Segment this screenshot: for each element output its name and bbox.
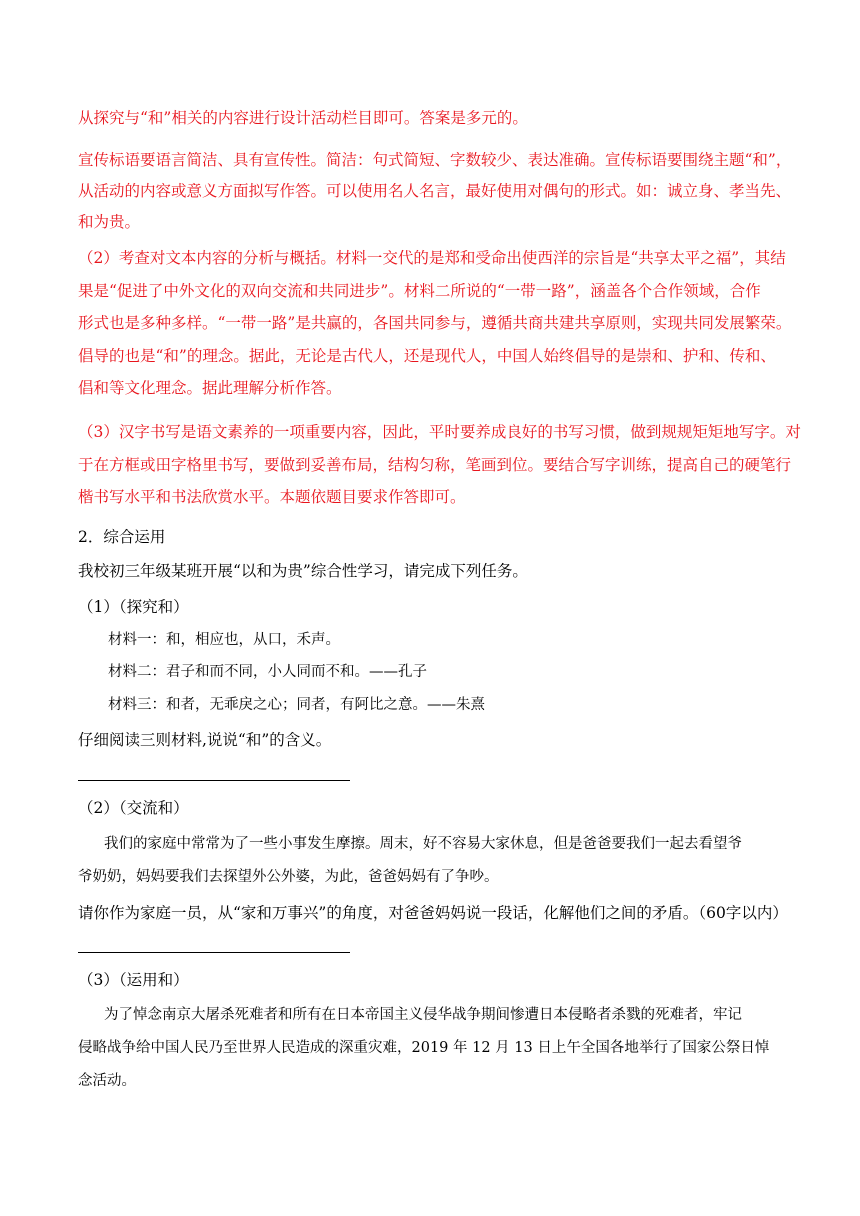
part3-text-line: 为了悼念南京大屠杀死难者和所有在日本帝国主义侵华战争期间惨遭日本侵略者杀戮的死难者，牢记 [104, 1007, 742, 1023]
answer-part2-line: 果是“促进了中外文化的双向交流和共同进步”。材料二所说的“一带一路”，涵盖各个合作领域，合作 [78, 282, 761, 300]
part3-text-line: 念活动。 [78, 1073, 136, 1089]
answer-part3-line: 楷书写水平和书法欣赏水平。本题依题目要求作答即可。 [78, 488, 466, 506]
part1-label: （1）（探究和） [78, 598, 189, 616]
part1-prompt: 仔细阅读三则材料,说说“和”的含义。 [78, 731, 332, 749]
answer-slogan-line: 从活动的内容或意义方面拟写作答。可以使用名人名言，最好使用对偶句的形式。如：诚立身、孝当先、 [78, 182, 792, 200]
answer-slogan-line: 和为贵。 [78, 213, 141, 231]
part2-scenario-line: 我们的家庭中常常为了一些小事发生摩擦。周末，好不容易大家休息，但是爸爸要我们一起去看望爷 [104, 836, 742, 852]
answer-part2-line: 倡导的也是“和”的理念。据此，无论是古代人，还是现代人，中国人始终倡导的是崇和、护和、传和、 [78, 347, 776, 365]
answer-paragraph-1: 从探究与“和”相关的内容进行设计活动栏目即可。答案是多元的。 [78, 109, 528, 127]
material-2: 材料二：君子和而不同，小人同而不和。——孔子 [108, 664, 427, 680]
part2-prompt: 请你作为家庭一员，从“家和万事兴”的角度，对爸爸妈妈说一段话，化解他们之间的矛盾。（60字以内） [78, 904, 788, 922]
question-number: 2．综合运用 [78, 528, 166, 546]
answer-blank-line [78, 780, 350, 781]
answer-part3-line: 于在方框或田字格里书写，要做到妥善布局，结构匀称，笔画到位。要结合写字训练，提高自己的硬笔行 [78, 456, 792, 474]
answer-blank-line [78, 952, 350, 953]
material-3: 材料三：和者，无乖戾之心；同者，有阿比之意。——朱熹 [108, 697, 485, 713]
part2-label: （2）（交流和） [78, 799, 189, 817]
part3-label: （3）（运用和） [78, 971, 189, 989]
answer-part2-line: （2）考查对文本内容的分析与概括。材料一交代的是郑和受命出使西洋的宗旨是“共享太平之福”，其结 [78, 249, 786, 267]
answer-part3-line: （3）汉字书写是语文素养的一项重要内容，因此，平时要养成良好的书写习惯，做到规规矩矩地写字。对 [78, 423, 801, 441]
answer-part2-line: 形式也是多种多样。“一带一路”是共赢的，各国共同参与，遵循共商共建共享原则，实现共同发展繁荣。 [78, 314, 792, 332]
answer-part2-line: 倡和等文化理念。据此理解分析作答。 [78, 379, 342, 397]
part2-scenario-line: 爷奶奶，妈妈要我们去探望外公外婆，为此，爸爸妈妈有了争吵。 [78, 869, 499, 885]
question-intro: 我校初三年级某班开展“以和为贵”综合性学习，请完成下列任务。 [78, 562, 528, 580]
answer-slogan-line: 宣传标语要语言简洁、具有宣传性。简洁：句式简短、字数较少、表达准确。宣传标语要围绕主题“和”， [78, 151, 792, 169]
part3-text-line: 侵略战争给中国人民乃至世界人民造成的深重灾难，2019 年 12 月 13 日上午全国各地举行了国家公祭日悼 [78, 1040, 770, 1056]
material-1: 材料一：和，相应也，从口，禾声。 [108, 632, 340, 648]
